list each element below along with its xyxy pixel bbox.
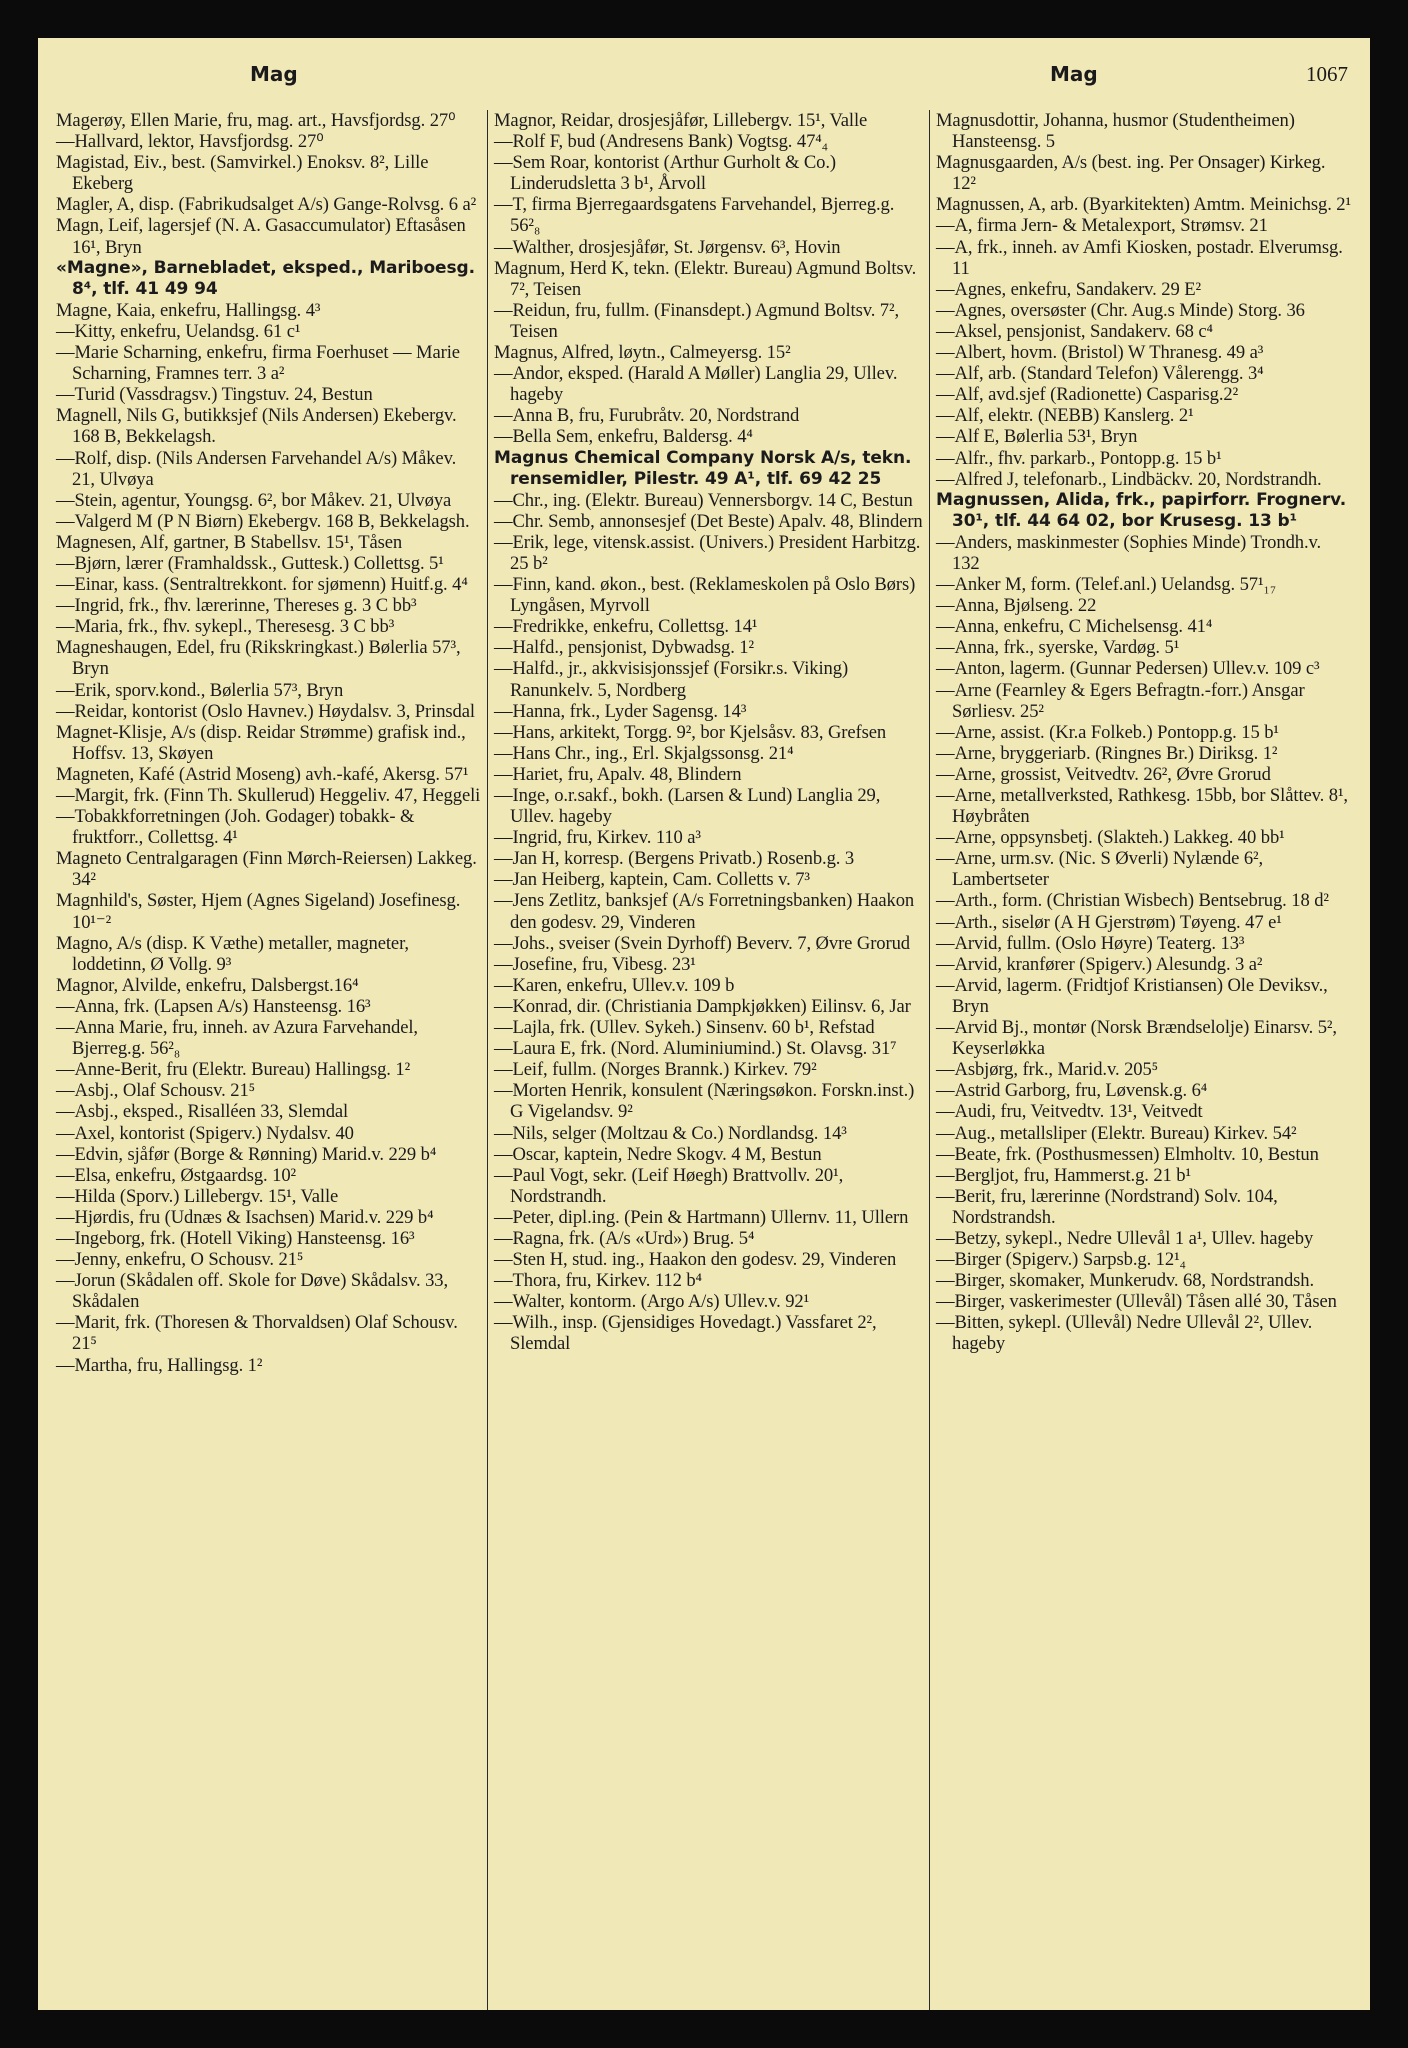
directory-entry: —Asbjørg, frk., Marid.v. 205⁵ bbox=[936, 1059, 1159, 1081]
directory-entry: —Bergljot, fru, Hammerst.g. 21 b¹ bbox=[936, 1164, 1191, 1186]
directory-entry: —A, frk., inneh. av Amfi Kiosken, postadr. Elverumsg. 11 bbox=[936, 236, 1343, 279]
directory-entry: —Arvid, fullm. (Oslo Høyre) Teaterg. 13³ bbox=[936, 932, 1245, 954]
directory-entry: —Rolf, disp. (Nils Andersen Farvehandel A/s) Måkev. 21, Ulvøya bbox=[56, 447, 457, 490]
directory-entry: Magnor, Alvilde, enkefru, Dalsbergst.16⁴ bbox=[56, 974, 359, 996]
left-guide-word: Mag bbox=[250, 62, 298, 86]
column-3 bbox=[929, 110, 1357, 2010]
directory-entry: —Sem Roar, kontorist (Arthur Gurholt & Co.) Linderudsletta 3 b¹, Årvoll bbox=[494, 152, 837, 195]
directory-entry: Magne, Kaia, enkefru, Hallingsg. 4³ bbox=[56, 299, 321, 321]
directory-entry: Magnor, Reidar, drosjesjåfør, Lillebergv. 15¹, Valle bbox=[494, 110, 868, 131]
directory-entry: —Hilda (Sporv.) Lillebergv. 15¹, Valle bbox=[56, 1185, 339, 1207]
directory-entry: —Halfd., pensjonist, Dybwadsg. 1² bbox=[494, 637, 754, 659]
column-1 bbox=[50, 110, 485, 2010]
directory-entry: —Beate, frk. (Posthusmessen) Elmholtv. 10, Bestun bbox=[936, 1143, 1319, 1165]
directory-entry: —Agnes, oversøster (Chr. Aug.s Minde) Storg. 36 bbox=[936, 299, 1305, 321]
directory-entry: —Stein, agentur, Youngsg. 6², bor Måkev. 21, Ulvøya bbox=[56, 489, 452, 511]
directory-entry: —Audi, fru, Veitvedtv. 13¹, Veitvedt bbox=[936, 1101, 1203, 1123]
directory-entry: —Anna, frk. (Lapsen A/s) Hansteensg. 16³ bbox=[56, 995, 371, 1017]
directory-entry: —Jens Zetlitz, banksjef (A/s Forretningsbanken) Haakon den godesv. 29, Vinderen bbox=[494, 890, 915, 933]
directory-entry: —Reidar, kontorist (Oslo Havnev.) Høydalsv. 3, Prinsdal bbox=[56, 700, 475, 722]
directory-entry: Magnussen, Alida, frk., papirforr. Frognerv. 30¹, tlf. 44 64 02, bor Krusesg. 13 b¹ bbox=[936, 489, 1347, 531]
directory-entry: —Walter, kontorm. (Argo A/s) Ullev.v. 92¹ bbox=[494, 1291, 810, 1313]
directory-entry: Magler, A, disp. (Fabrikudsalget A/s) Gange-Rolvsg. 6 a² bbox=[56, 194, 477, 216]
directory-page bbox=[38, 38, 1370, 2010]
directory-entry: —Asbj., Olaf Schousv. 21⁵ bbox=[56, 1080, 256, 1102]
directory-entry: —Edvin, sjåfør (Borge & Rønning) Marid.v. 229 b⁴ bbox=[56, 1143, 437, 1165]
directory-entry: —Finn, kand. økon., best. (Reklameskolen på Oslo Børs) Lyngåsen, Myrvoll bbox=[494, 574, 916, 617]
directory-entry: —Alfr., fhv. parkarb., Pontopp.g. 15 b¹ bbox=[936, 447, 1222, 469]
directory-entry: —Leif, fullm. (Norges Brannk.) Kirkev. 79² bbox=[494, 1059, 817, 1081]
directory-entry: Magistad, Eiv., best. (Samvirkel.) Enoksv. 8², Lille Ekeberg bbox=[56, 152, 429, 195]
directory-entry: —Jan H, korresp. (Bergens Privatb.) Rosenb.g. 3 bbox=[494, 848, 855, 870]
directory-entry: —Arne, bryggeriarb. (Ringnes Br.) Diriksg. 1² bbox=[936, 742, 1278, 764]
directory-entry: —T, firma Bjerregaardsgatens Farvehandel, Bjerreg.g. 56²₈ bbox=[494, 194, 895, 237]
directory-entry: —Oscar, kaptein, Nedre Skogv. 4 M, Bestun bbox=[494, 1143, 822, 1165]
directory-entry: —Arth., siselør (A H Gjerstrøm) Tøyeng. 47 e¹ bbox=[936, 911, 1282, 933]
directory-entry: —Betzy, sykepl., Nedre Ullevål 1 a¹, Ullev. hageby bbox=[936, 1227, 1314, 1249]
directory-entry: —Karen, enkefru, Ullev.v. 109 b bbox=[494, 974, 735, 996]
directory-entry: —Chr. Semb, annonsesjef (Det Beste) Apalv. 48, Blindern bbox=[494, 510, 923, 532]
directory-entry: —Alf, elektr. (NEBB) Kanslerg. 2¹ bbox=[936, 405, 1194, 427]
directory-entry: —Sten H, stud. ing., Haakon den godesv. 29, Vinderen bbox=[494, 1249, 897, 1271]
directory-entry: —Arvid, lagerm. (Fridtjof Kristiansen) Ole Deviksv., Bryn bbox=[936, 974, 1328, 1017]
directory-entry: —Inge, o.r.sakf., bokh. (Larsen & Lund) Langlia 29, Ullev. hageby bbox=[494, 785, 881, 828]
directory-entry: —Fredrikke, enkefru, Collettsg. 14¹ bbox=[494, 616, 758, 638]
directory-entry: Magnet-Klisje, A/s (disp. Reidar Strømme) grafisk ind., Hoffsv. 13, Skøyen bbox=[56, 721, 466, 764]
directory-entry: —Anna, frk., syerske, Vardøg. 5¹ bbox=[936, 637, 1180, 659]
directory-entry: —Arne, metallverksted, Rathkesg. 15bb, bor Slåttev. 8¹, Høybråten bbox=[936, 785, 1348, 828]
directory-entry: —Aksel, pensjonist, Sandakerv. 68 c⁴ bbox=[936, 320, 1213, 342]
directory-entry: —Berit, fru, lærerinne (Nordstrand) Solv. 104, Nordstrandsh. bbox=[936, 1185, 1278, 1228]
directory-entry: —Arne, urm.sv. (Nic. S Øverli) Nylænde 6², Lambertseter bbox=[936, 848, 1264, 891]
directory-entry: —Thora, fru, Kirkev. 112 b⁴ bbox=[494, 1270, 702, 1292]
directory-entry: Magneto Centralgaragen (Finn Mørch-Reiersen) Lakkeg. 34² bbox=[56, 848, 477, 891]
directory-entry: —Walther, drosjesjåfør, St. Jørgensv. 6³, Hovin bbox=[494, 236, 841, 258]
directory-entry: —A, firma Jern- & Metalexport, Strømsv. 21 bbox=[936, 215, 1268, 237]
directory-entry: —Alf, avd.sjef (Radionette) Casparisg.2² bbox=[936, 384, 1239, 406]
directory-entry: —Peter, dipl.ing. (Pein & Hartmann) Ullernv. 11, Ullern bbox=[494, 1206, 909, 1228]
directory-entry: Magnussen, A, arb. (Byarkitekten) Amtm. Meinichsg. 2¹ bbox=[936, 194, 1351, 216]
directory-entry: —Morten Henrik, konsulent (Næringsøkon. Forskn.inst.) G Vigelandsv. 9² bbox=[494, 1080, 915, 1123]
directory-entry: —Arth., form. (Christian Wisbech) Bentsebrug. 18 d² bbox=[936, 890, 1329, 912]
directory-entry: —Alf, arb. (Standard Telefon) Vålerengg. 3⁴ bbox=[936, 363, 1264, 385]
directory-entry: —Bjørn, lærer (Framhaldssk., Guttesk.) Collettsg. 5¹ bbox=[56, 552, 444, 574]
directory-entry: —Anker M, form. (Telef.anl.) Uelandsg. 57¹₁₇ bbox=[936, 574, 1277, 596]
directory-entry: —Einar, kass. (Sentraltrekkont. for sjømenn) Huitf.g. 4⁴ bbox=[56, 574, 468, 596]
directory-entry: Magnus Chemical Company Norsk A/s, tekn. rensemidler, Pilestr. 49 A¹, tlf. 69 42 25 bbox=[494, 447, 912, 489]
directory-entry: —Hallvard, lektor, Havsfjordsg. 27⁰ bbox=[56, 131, 324, 153]
directory-entry: —Ragna, frk. (A/s «Urd») Brug. 5⁴ bbox=[494, 1227, 755, 1249]
directory-entry: —Laura E, frk. (Nord. Aluminiumind.) St. Olavsg. 31⁷ bbox=[494, 1038, 897, 1060]
directory-entry: —Anna B, fru, Furubråtv. 20, Nordstrand bbox=[494, 405, 800, 427]
directory-entry: —Martha, fru, Hallingsg. 1² bbox=[56, 1354, 263, 1376]
directory-entry: —Valgerd M (P N Biørn) Ekebergv. 168 B, Bekkelagsh. bbox=[56, 510, 470, 532]
directory-entry: —Josefine, fru, Vibesg. 23¹ bbox=[494, 953, 696, 975]
directory-entry: —Birger, vaskerimester (Ullevål) Tåsen allé 30, Tåsen bbox=[936, 1291, 1337, 1313]
directory-entry: —Asbj., eksped., Risalléen 33, Slemdal bbox=[56, 1101, 349, 1123]
directory-entry: —Aug., metallsliper (Elektr. Bureau) Kirkev. 54² bbox=[936, 1122, 1297, 1144]
directory-entry: —Arne (Fearnley & Egers Befragtn.-forr.) Ansgar Sørliesv. 25² bbox=[936, 679, 1305, 722]
directory-entry: —Agnes, enkefru, Sandakerv. 29 E² bbox=[936, 278, 1201, 300]
directory-entry: —Chr., ing. (Elektr. Bureau) Vennersborgv. 14 C, Bestun bbox=[494, 489, 913, 511]
directory-entry: Magnus, Alfred, løytn., Calmeyersg. 15² bbox=[494, 342, 791, 364]
directory-entry: —Anna, Bjølseng. 22 bbox=[936, 595, 1097, 617]
directory-entry: Magneten, Kafé (Astrid Moseng) avh.-kafé, Akersg. 57¹ bbox=[56, 763, 469, 785]
directory-entry: —Margit, frk. (Finn Th. Skullerud) Heggeliv. 47, Heggeli bbox=[56, 785, 481, 806]
directory-entry: —Albert, hovm. (Bristol) W Thranesg. 49 a³ bbox=[936, 342, 1264, 364]
page-header bbox=[38, 62, 1370, 98]
directory-entry: —Ingeborg, frk. (Hotell Viking) Hansteensg. 16³ bbox=[56, 1227, 415, 1249]
directory-entry: —Hjørdis, fru (Udnæs & Isachsen) Marid.v. 229 b⁴ bbox=[56, 1206, 434, 1228]
directory-entry: —Hans, arkitekt, Torgg. 9², bor Kjelsåsv. 83, Grefsen bbox=[494, 721, 887, 743]
directory-entry: —Wilh., insp. (Gjensidiges Hovedagt.) Vassfaret 2², Slemdal bbox=[494, 1312, 877, 1355]
directory-entry: —Ingrid, frk., fhv. lærerinne, Thereses g. 3 C bb³ bbox=[56, 595, 417, 617]
page-number: 1067 bbox=[1306, 62, 1348, 86]
directory-entry: —Marie Scharning, enkefru, firma Foerhuset — Marie Scharning, Framnes terr. 3 a² bbox=[56, 342, 460, 385]
directory-entry: —Arvid Bj., montør (Norsk Brændselolje) Einarsv. 5², Keyserløkka bbox=[936, 1017, 1337, 1060]
directory-entry: Magnusgaarden, A/s (best. ing. Per Onsager) Kirkeg. 12² bbox=[936, 152, 1326, 195]
directory-entry: —Astrid Garborg, fru, Løvensk.g. 6⁴ bbox=[936, 1080, 1208, 1102]
directory-entry: —Paul Vogt, sekr. (Leif Høegh) Brattvollv. 20¹, Nordstrandh. bbox=[494, 1164, 844, 1207]
directory-entry: —Konrad, dir. (Christiania Dampkjøkken) Eilinsv. 6, Jar bbox=[494, 995, 911, 1017]
directory-entry: —Jorun (Skådalen off. Skole for Døve) Skådalsv. 33, Skådalen bbox=[56, 1270, 449, 1313]
directory-entry: —Bitten, sykepl. (Ullevål) Nedre Ullevål 2², Ullev. hageby bbox=[936, 1312, 1313, 1355]
column-2 bbox=[487, 110, 927, 2010]
directory-entry: —Arvid, kranfører (Spigerv.) Alesundg. 3 a² bbox=[936, 953, 1263, 975]
directory-entry: —Lajla, frk. (Ullev. Sykeh.) Sinsenv. 60 b¹, Refstad bbox=[494, 1017, 875, 1039]
right-guide-word: Mag bbox=[1050, 62, 1098, 86]
directory-entry: —Kitty, enkefru, Uelandsg. 61 c¹ bbox=[56, 320, 301, 342]
directory-entry: —Anton, lagerm. (Gunnar Pedersen) Ullev.v. 109 c³ bbox=[936, 658, 1320, 680]
directory-entry: —Johs., sveiser (Svein Dyrhoff) Beverv. 7, Øvre Grorud bbox=[494, 932, 910, 954]
directory-entry: —Jan Heiberg, kaptein, Cam. Colletts v. 7³ bbox=[494, 869, 810, 891]
directory-entry: —Hanna, frk., Lyder Sagensg. 14³ bbox=[494, 700, 747, 722]
directory-entry: —Bella Sem, enkefru, Baldersg. 4⁴ bbox=[494, 426, 753, 448]
directory-entry: «Magne», Barnebladet, eksped., Mariboesg. 8⁴, tlf. 41 49 94 bbox=[56, 257, 475, 299]
directory-entry: Magnum, Herd K, tekn. (Elektr. Bureau) Agmund Boltsv. 7², Teisen bbox=[494, 257, 917, 300]
directory-entry: —Halfd., jr., akkvisisjonssjef (Forsikr.s. Viking) Ranunkelv. 5, Nordberg bbox=[494, 658, 849, 701]
directory-entry: —Maria, frk., fhv. sykepl., Theresesg. 3 C bb³ bbox=[56, 616, 395, 638]
directory-entry: Magerøy, Ellen Marie, fru, mag. art., Havsfjordsg. 27⁰ bbox=[56, 110, 456, 131]
directory-entry: —Rolf F, bud (Andresens Bank) Vogtsg. 47⁴₄ bbox=[494, 131, 829, 153]
directory-entry: —Arne, assist. (Kr.a Folkeb.) Pontopp.g. 15 b¹ bbox=[936, 721, 1279, 743]
directory-entry: —Anne-Berit, fru (Elektr. Bureau) Hallingsg. 1² bbox=[56, 1059, 411, 1081]
directory-entry: —Erik, sporv.kond., Bølerlia 57³, Bryn bbox=[56, 679, 344, 701]
directory-entry: —Tobakkforretningen (Joh. Godager) tobakk- & fruktforr., Collettsg. 4¹ bbox=[56, 806, 415, 849]
directory-entry: —Anna, enkefru, C Michelsensg. 41⁴ bbox=[936, 616, 1213, 638]
directory-entry: Magnusdottir, Johanna, husmor (Studentheimen) Hansteensg. 5 bbox=[936, 110, 1295, 153]
directory-entry: —Alfred J, telefonarb., Lindbäckv. 20, Nordstrandh. bbox=[936, 468, 1322, 490]
directory-entry: —Alf E, Bølerlia 53¹, Bryn bbox=[936, 426, 1138, 448]
directory-entry: Magnhild's, Søster, Hjem (Agnes Sigeland) Josefinesg. 10¹⁻² bbox=[56, 890, 461, 933]
directory-entry: —Erik, lege, vitensk.assist. (Univers.) President Harbitzg. 25 b² bbox=[494, 531, 921, 574]
directory-entry: —Hans Chr., ing., Erl. Skjalgssonsg. 21⁴ bbox=[494, 742, 794, 764]
directory-entry: Magneshaugen, Edel, fru (Rikskringkast.) Bølerlia 57³, Bryn bbox=[56, 637, 461, 680]
directory-entry: —Anna Marie, fru, inneh. av Azura Farvehandel, Bjerreg.g. 56²₈ bbox=[56, 1017, 418, 1060]
directory-entry: Magno, A/s (disp. K Væthe) metaller, magneter, loddetinn, Ø Vollg. 9³ bbox=[56, 932, 409, 975]
directory-entry: —Andor, eksped. (Harald A Møller) Langlia 29, Ullev. hageby bbox=[494, 363, 898, 406]
directory-entry: Magnesen, Alf, gartner, B Stabellsv. 15¹, Tåsen bbox=[56, 531, 403, 553]
directory-entry: —Birger, skomaker, Munkerudv. 68, Nordstrandsh. bbox=[936, 1270, 1315, 1292]
directory-entry: —Nils, selger (Moltzau & Co.) Nordlandsg. 14³ bbox=[494, 1122, 847, 1144]
directory-entry: —Hariet, fru, Apalv. 48, Blindern bbox=[494, 763, 742, 785]
directory-entry: —Jenny, enkefru, O Schousv. 21⁵ bbox=[56, 1249, 304, 1271]
directory-entry: —Elsa, enkefru, Østgaardsg. 10² bbox=[56, 1164, 296, 1186]
directory-entry: —Reidun, fru, fullm. (Finansdept.) Agmund Boltsv. 7², Teisen bbox=[494, 299, 900, 342]
directory-entry: Magnell, Nils G, butikksjef (Nils Andersen) Ekebergv. 168 B, Bekkelagsh. bbox=[56, 405, 457, 448]
directory-entry: —Arne, oppsynsbetj. (Slakteh.) Lakkeg. 40 bb¹ bbox=[936, 827, 1285, 849]
directory-entry: —Birger (Spigerv.) Sarpsb.g. 12¹₄ bbox=[936, 1249, 1186, 1271]
directory-entry: —Anders, maskinmester (Sophies Minde) Trondh.v. 132 bbox=[936, 531, 1322, 574]
directory-entry: —Marit, frk. (Thoresen & Thorvaldsen) Olaf Schousv. 21⁵ bbox=[56, 1312, 458, 1355]
directory-entry: —Arne, grossist, Veitvedtv. 26², Øvre Grorud bbox=[936, 763, 1271, 785]
directory-entry: Magn, Leif, lagersjef (N. A. Gasaccumulator) Eftasåsen 16¹, Bryn bbox=[56, 215, 466, 258]
directory-entry: —Ingrid, fru, Kirkev. 110 a³ bbox=[494, 827, 701, 849]
directory-entry: —Turid (Vassdragsv.) Tingstuv. 24, Bestun bbox=[56, 384, 373, 406]
directory-entry: —Axel, kontorist (Spigerv.) Nydalsv. 40 bbox=[56, 1122, 354, 1144]
